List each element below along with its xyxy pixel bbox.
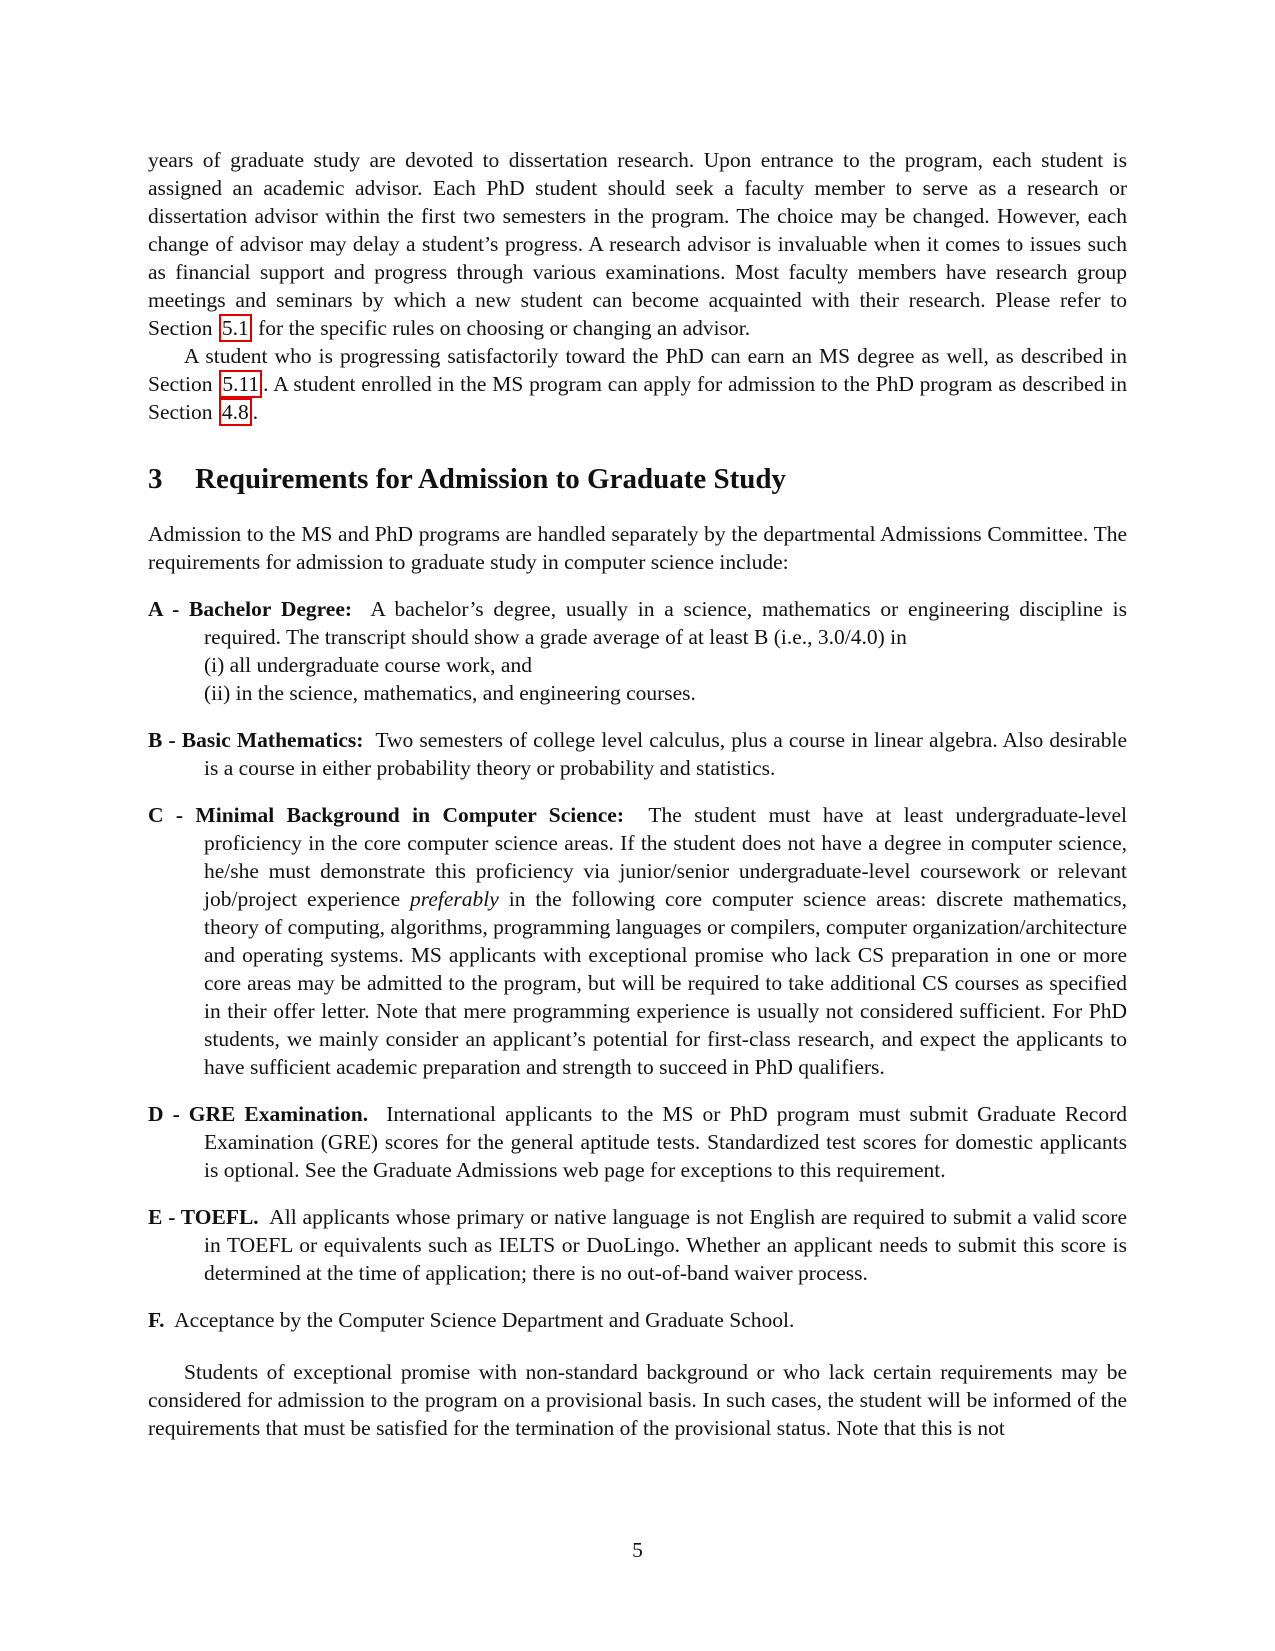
section-link-5-11[interactable]: 5.11	[219, 370, 262, 398]
requirement-sub-item: (i) all undergraduate course work, and	[204, 653, 532, 677]
requirement-label: D - GRE Examination.	[148, 1102, 369, 1126]
document-page	[148, 146, 1127, 1442]
requirement-label: B - Basic Mathematics:	[148, 728, 364, 752]
requirement-d: D - GRE Examination. International applicants to the MS or PhD program must submit Graduate Record Examination (GRE) scores for the general aptitude tests. Standardized test scores for domestic applicants is optional. See the Graduate Admissions web page for exceptions to this requirement.	[148, 1102, 1127, 1182]
section-heading	[148, 462, 1127, 496]
section-link-5-1[interactable]: 5.1	[219, 314, 252, 342]
page-number: 5	[632, 1538, 643, 1562]
section-intro: Admission to the MS and PhD programs are handled separately by the departmental Admissions Committee. The requirements for admission to graduate study in computer science include:	[148, 522, 1127, 574]
requirement-f: F. Acceptance by the Computer Science Department and Graduate School.	[148, 1308, 795, 1332]
requirement-sub-item: (ii) in the science, mathematics, and engineering courses.	[204, 681, 696, 705]
requirement-a: A - Bachelor Degree: A bachelor’s degree, usually in a science, mathematics or engineering discipline is required. The transcript should show a grade average of at least B (i.e., 3.0/4.0) in (i) all undergraduate course work, and (ii) in the science, mathematics, and engineering courses.	[148, 597, 1127, 705]
emphasis: preferably	[410, 887, 499, 911]
paragraph-provisional: Students of exceptional promise with non-standard background or who lack certain requirements may be considered for admission to the program on a provisional basis. In such cases, the student will be informed of the requirements that must be satisfied for the termination of the provisional status. Note that this is not	[148, 1360, 1127, 1440]
requirement-c: C - Minimal Background in Computer Science: The student must have at least undergraduate-level proficiency in the core computer science areas. If the student does not have a degree in computer science, he/she must demonstrate this proficiency via junior/senior undergraduate-level coursework or relevant job/project experience preferably in the following core computer science areas: discrete mathematics, theory of computing, algorithms, programming languages or compilers, computer organization/architecture and operating systems. MS applicants with exceptional promise who lack CS preparation in one or more core areas may be admitted to the program, but will be required to take additional CS courses as specified in their offer letter. Note that mere programming experience is usually not considered sufficient. For PhD students, we mainly consider an applicant’s potential for first-class research, and expect the applicants to have sufficient academic preparation and strength to succeed in PhD qualifiers.	[148, 803, 1127, 1079]
paragraph-advisor: years of graduate study are devoted to dissertation research. Upon entrance to the program, each student is assigned an academic advisor. Each PhD student should seek a faculty member to serve as a research or dissertation advisor within the first two semesters in the program. The choice may be changed. However, each change of advisor may delay a student’s progress. A research advisor is invaluable when it comes to issues such as financial support and progress through various examinations. Most faculty members have research group meetings and seminars by which a new student can become acquainted with their research. Please refer to Section 5.1 for the specific rules on choosing or changing an advisor.	[148, 148, 1127, 340]
section-number: 3	[148, 463, 163, 495]
requirement-b: B - Basic Mathematics: Two semesters of college level calculus, plus a course in linear algebra. Also desirable is a course in either probability theory or probability and statistics.	[148, 728, 1127, 780]
section-link-4-8[interactable]: 4.8	[219, 398, 252, 426]
requirement-label: C - Minimal Background in Computer Science:	[148, 803, 624, 827]
requirement-label: A - Bachelor Degree:	[148, 597, 353, 621]
requirement-label: F.	[148, 1308, 165, 1332]
requirement-label: E - TOEFL.	[148, 1205, 259, 1229]
section-title: Requirements for Admission to Graduate Study	[195, 463, 787, 495]
paragraph-ms-degree: A student who is progressing satisfactorily toward the PhD can earn an MS degree as well, as described in Section 5.11 . A student enrolled in the MS program can apply for admission to the PhD program as described in Section 4.8 .	[148, 344, 1128, 424]
requirement-e: E - TOEFL. All applicants whose primary or native language is not English are required to submit a valid score in TOEFL or equivalents such as IELTS or DuoLingo. Whether an applicant needs to submit this score is determined at the time of application; there is no out-of-band waiver process.	[148, 1205, 1127, 1285]
